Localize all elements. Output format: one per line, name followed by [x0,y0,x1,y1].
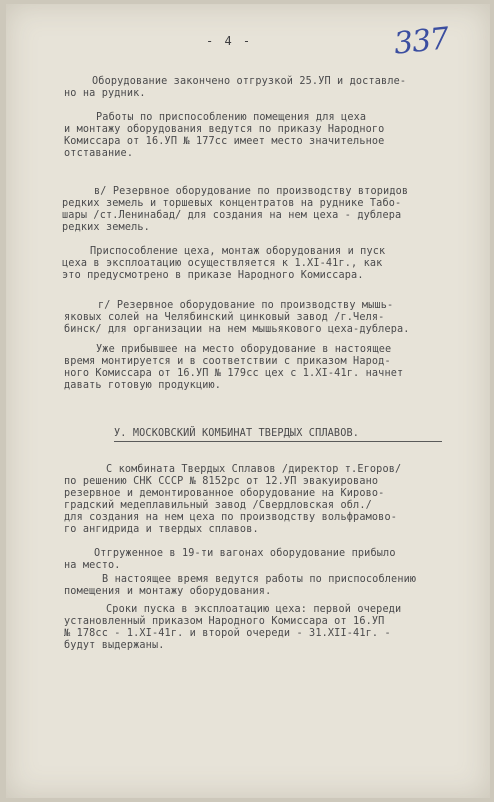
heading-underline [114,441,442,442]
page-number: - 4 - [206,34,253,48]
text-line: отставание. [64,148,134,159]
text-line: бинск/ для организации на нем мышьякового цеха-дублера. [64,324,410,335]
text-line: № 178сс - 1.XI-41г. и второй очереди - 31.XII-41г. - [64,628,391,639]
text-line: цеха в эксплоатацию осуществляется к 1.XI-41г., как [62,258,383,269]
text-line: Работы по приспособлению помещения для цеха [96,112,367,123]
text-line: для создания на нем цеха по производству вольфрамово- [64,512,398,523]
text-line: время монтируется и в соответствии с приказом Народ- [64,356,391,367]
text-line: резервное и демонтированное оборудование на Кирово- [64,488,385,499]
document-page [6,4,490,798]
text-line: на место. [64,560,121,571]
text-line: Сроки пуска в эксплоатацию цеха: первой очереди [106,604,402,615]
text-line: Комиссара от 16.УП № 177сс имеет место значительное [64,136,385,147]
text-line: го ангидрида и твердых сплавов. [64,524,259,535]
text-line: помещения и монтажу оборудования. [64,586,272,597]
text-line: градский медеплавильный завод /Свердловская обл./ [64,500,372,511]
text-line: редких земель и торшевых концентратов на руднике Табо- [62,198,402,209]
text-line: но на рудник. [64,88,146,99]
text-line: по решению СНК СССР № 8152рс от 12.УП эвакуировано [64,476,379,487]
text-line: ного Комиссара от 16.УП № 179сс цех с 1.XI-41г. начнет [64,368,404,379]
text-line: и монтажу оборудования ведутся по приказу Народного [64,124,385,135]
text-line: С комбината Твердых Сплавов /директор т.Егоров/ [106,464,402,475]
text-line: установленный приказом Народного Комиссара от 16.УП [64,616,385,627]
section-heading: У. МОСКОВСКИЙ КОМБИНАТ ТВЕРДЫХ СПЛАВОВ. [114,428,360,439]
text-line: В настоящее время ведутся работы по приспособлению [102,574,417,585]
text-line: это предусмотрено в приказе Народного Комиссара. [62,270,364,281]
text-line: давать готовую продукцию. [64,380,222,391]
text-line: Уже прибывшее на место оборудование в настоящее [96,344,392,355]
text-line: будут выдержаны. [64,640,165,651]
text-line: Приспособление цеха, монтаж оборудования и пуск [90,246,386,257]
text-line: г/ Резервное оборудование по производству мышь- [98,300,394,311]
text-line: редких земель. [62,222,150,233]
text-line: Отгруженное в 19-ти вагонах оборудование прибыло [94,548,396,559]
archive-number-annotation: 337 [392,21,450,62]
text-line: Оборудование закончено отгрузкой 25.УП и доставле- [92,76,407,87]
text-line: в/ Резервное оборудование по производству вторидов [94,186,409,197]
text-line: яковых солей на Челябинский цинковый завод /г.Челя- [64,312,385,323]
text-line: шары /ст.Ленинабад/ для создания на нем цеха - дублера [62,210,402,221]
